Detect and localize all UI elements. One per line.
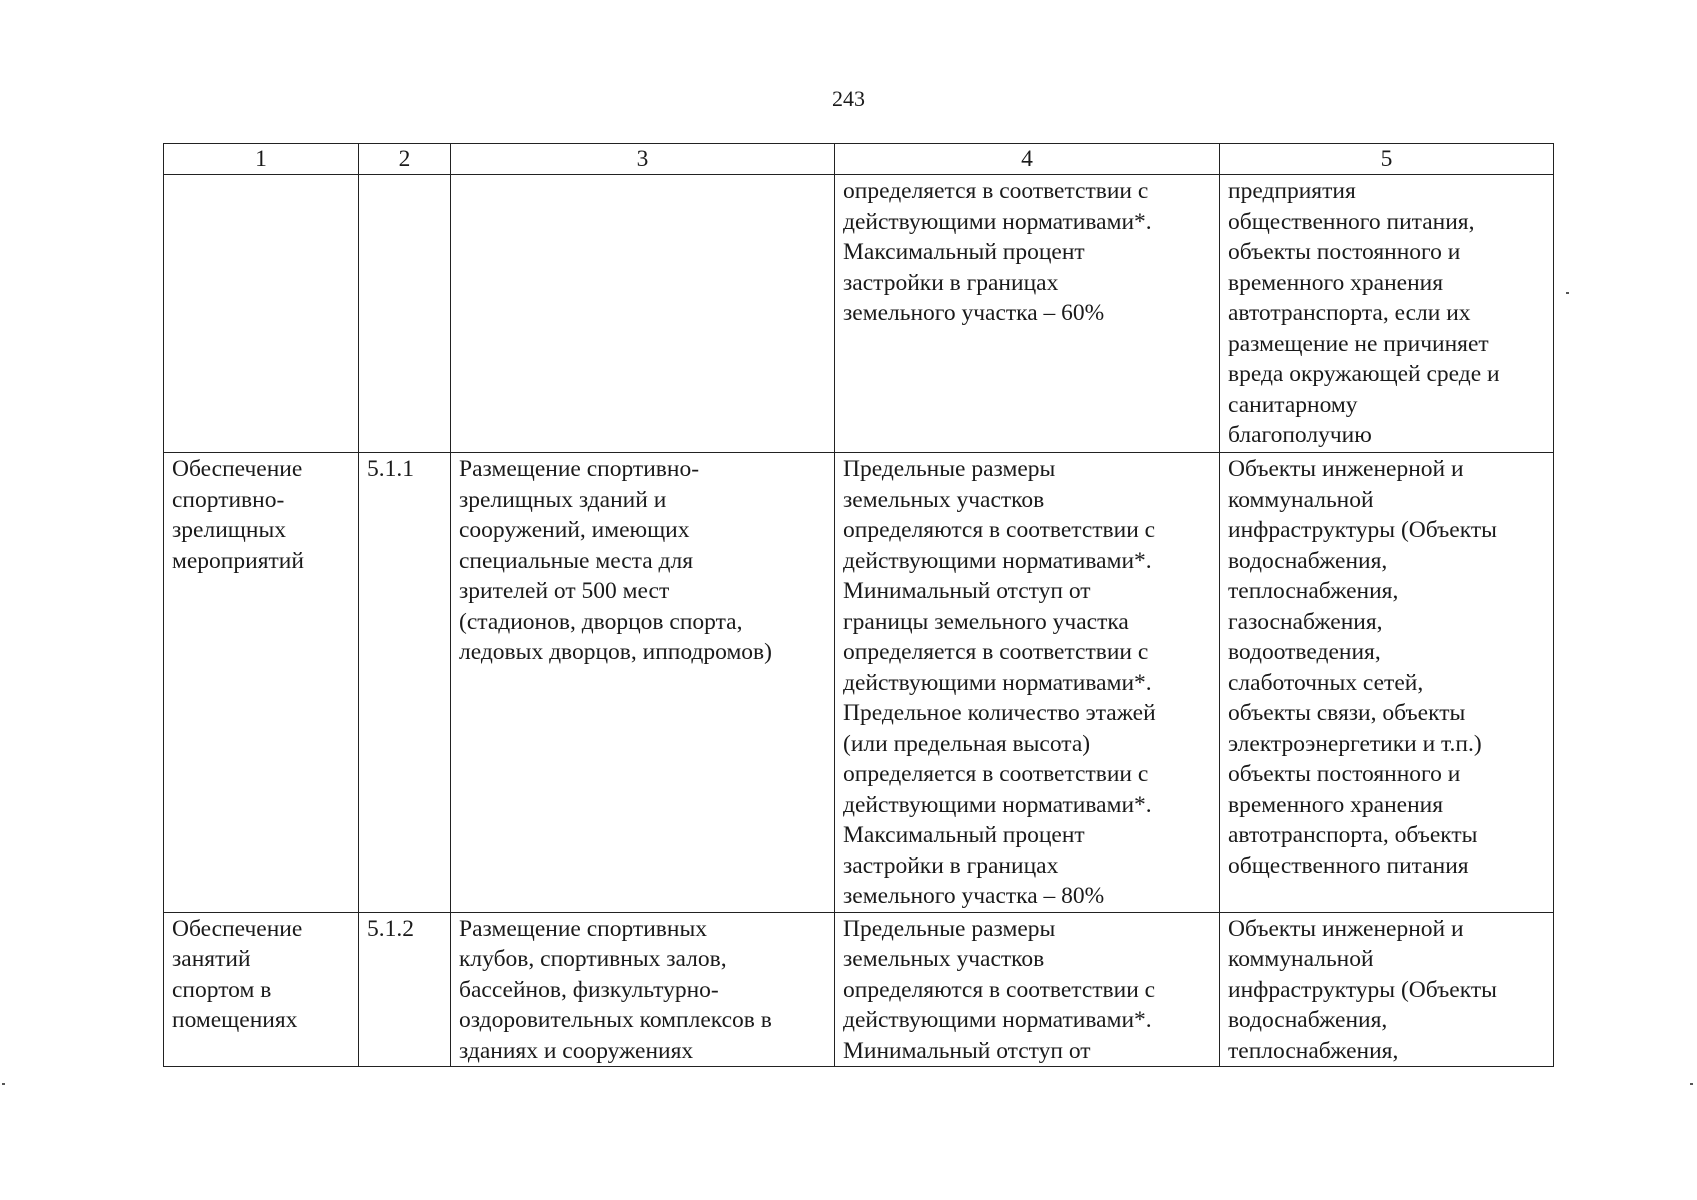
column-header: 3 (451, 144, 835, 175)
table-row (164, 453, 1554, 913)
use-code-cell: 5.1.1 (359, 453, 451, 913)
auxiliary-uses-cell: Объекты инженерной и коммунальной инфраструктуры (Объекты водоснабжения, теплоснабжения, газоснабжения, водоотведения, слаботочных сетей, объекты связи, объекты электроэнергетики и т.п.) объекты постоянного и временного хранения автотранспорта, объекты общественного питания (1220, 453, 1554, 913)
parameters-cell: Предельные размеры земельных участков определяются в соответствии с действующими нормативами*. Минимальный отступ от (835, 912, 1220, 1067)
scan-mark (1690, 1083, 1693, 1085)
use-description-cell: Размещение спортивно- зрелищных зданий и сооружений, имеющих специальные места для зрителей от 500 мест (стадионов, дворцов спорта, ледовых дворцов, ипподромов) (451, 453, 835, 913)
auxiliary-uses-cell: Объекты инженерной и коммунальной инфраструктуры (Объекты водоснабжения, теплоснабжения, (1220, 912, 1554, 1067)
table-row (164, 912, 1554, 1067)
table-row (164, 175, 1554, 453)
parameters-cell: определяется в соответствии с действующими нормативами*. Максимальный процент застройки в границах земельного участка – 60% (835, 175, 1220, 453)
column-header: 5 (1220, 144, 1554, 175)
use-code-cell: 5.1.2 (359, 912, 451, 1067)
column-header: 1 (164, 144, 359, 175)
use-name-cell (164, 175, 359, 453)
use-code-cell (359, 175, 451, 453)
column-header: 4 (835, 144, 1220, 175)
use-description-cell: Размещение спортивных клубов, спортивных залов, бассейнов, физкультурно- оздоровительных комплексов в зданиях и сооружениях (451, 912, 835, 1067)
use-name-cell: Обеспечение занятий спортом в помещениях (164, 912, 359, 1067)
land-use-table (163, 143, 1554, 1067)
use-name-cell: Обеспечение спортивно- зрелищных мероприятий (164, 453, 359, 913)
use-description-cell (451, 175, 835, 453)
scan-mark (2, 1083, 5, 1085)
auxiliary-uses-cell: предприятия общественного питания, объекты постоянного и временного хранения автотранспорта, если их размещение не причиняет вреда окружающей среде и санитарному благополучию (1220, 175, 1554, 453)
table-header-row (164, 144, 1554, 175)
parameters-cell: Предельные размеры земельных участков определяются в соответствии с действующими нормативами*. Минимальный отступ от границы земельного участка определяется в соответствии с действующими нормативами*. Предельное количество этажей (или предельная высота) определяется в соответствии с действующими нормативами*. Максимальный процент застройки в границах земельного участка – 80% (835, 453, 1220, 913)
scan-mark (1566, 292, 1569, 294)
page-number: 243 (832, 86, 865, 111)
column-header: 2 (359, 144, 451, 175)
